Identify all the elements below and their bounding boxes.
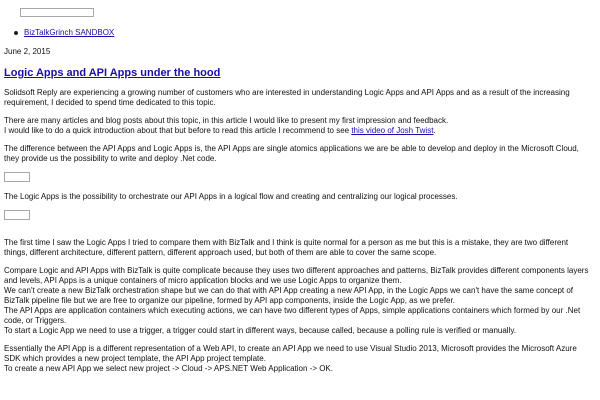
paragraph-compare-line1: Compare Logic and API Apps with BizTalk is quite complicate because they uses two different approaches and patterns, BizTalk provides different components layers and levels, API Apps is a unique containers of micro application blocks and we use Logic Apps to organize them. (4, 266, 589, 285)
paragraph-api-app (4, 344, 592, 374)
post-title-link[interactable]: Logic Apps and API Apps under the hood (4, 67, 221, 79)
paragraph-articles-line2-end: . (433, 126, 436, 135)
paragraph-compare (4, 266, 592, 336)
paragraph-articles-line2: I would like to do a quick introduction about that but before to read this article I recommend to see (4, 126, 352, 135)
nav-link-biztalkgrinch-sandbox[interactable]: BizTalkGrinch SANDBOX (24, 28, 115, 37)
paragraph-difference: The difference between the API Apps and Logic Apps is, the API Apps are single atomics applications we are be able to develop and deploy in the Microsoft Cloud, they provide us the possibility to write and deploy .Net code. (4, 144, 579, 163)
paragraph-compare-line4: To start a Logic App we need to use a trigger, a trigger could start in different ways, because called, because a polling rule is verified or manually. (4, 326, 516, 335)
broken-image-placeholder (4, 210, 30, 220)
paragraph-compare-line3: The API Apps are application containers which executing actions, we can have two different types of Apps, simple applications containers which formed by our .Net code, or Triggers. (4, 306, 581, 325)
paragraph-api-app-line2: To create a new API App we select new project -> Cloud -> APS.NET Web Application -> OK. (4, 364, 333, 373)
post-body (4, 88, 592, 382)
paragraph-api-app-line1: Essentially the API App is a different representation of a Web API, to create an API App we need to use Visual Studio 2013, Microsoft provides the Microsoft Azure SDK which provides a new project template, the API App project template. (4, 344, 577, 363)
paragraph-intro: Solidsoft Reply are experiencing a growing number of customers who are interested in understanding Logic Apps and API Apps and as a result of the increasing requirement, I decided to spend time dedicated to this topic. (4, 88, 570, 107)
paragraph-first-time: The first time I saw the Logic Apps I tried to compare them with BizTalk and I think is quite normal for a person as me but this is a mistake, they are two different things, different architecture, different pattern, different approach used, but both of them are able to cover the same scope. (4, 238, 569, 257)
paragraph-logic-apps: The Logic Apps is the possibility to orchestrate our API Apps in a logical flow and creating and centralizing our logical processes. (4, 192, 458, 201)
paragraph-articles (4, 116, 592, 136)
broken-image-placeholder (4, 172, 30, 182)
nav-item-biztalkgrinch-sandbox (14, 28, 114, 38)
paragraph-compare-line2: We can't create a new BizTalk orchestration shape but we can do that with API App creating a new API App, in the Logic Apps we can't have the same concept of BizTalk pipeline file but we are free to organize our pipeline, formed by API app components, inside the Logic App, as we prefer. (4, 286, 574, 305)
search-input[interactable] (20, 8, 94, 17)
post-title (4, 66, 220, 80)
paragraph-articles-line1: There are many articles and blog posts about this topic, in this article I would like to present my first impression and feedback. (4, 116, 449, 125)
site-nav (14, 28, 114, 38)
post-date: June 2, 2015 (4, 47, 51, 56)
josh-twist-video-link[interactable]: this video of Josh Twist (351, 126, 434, 135)
